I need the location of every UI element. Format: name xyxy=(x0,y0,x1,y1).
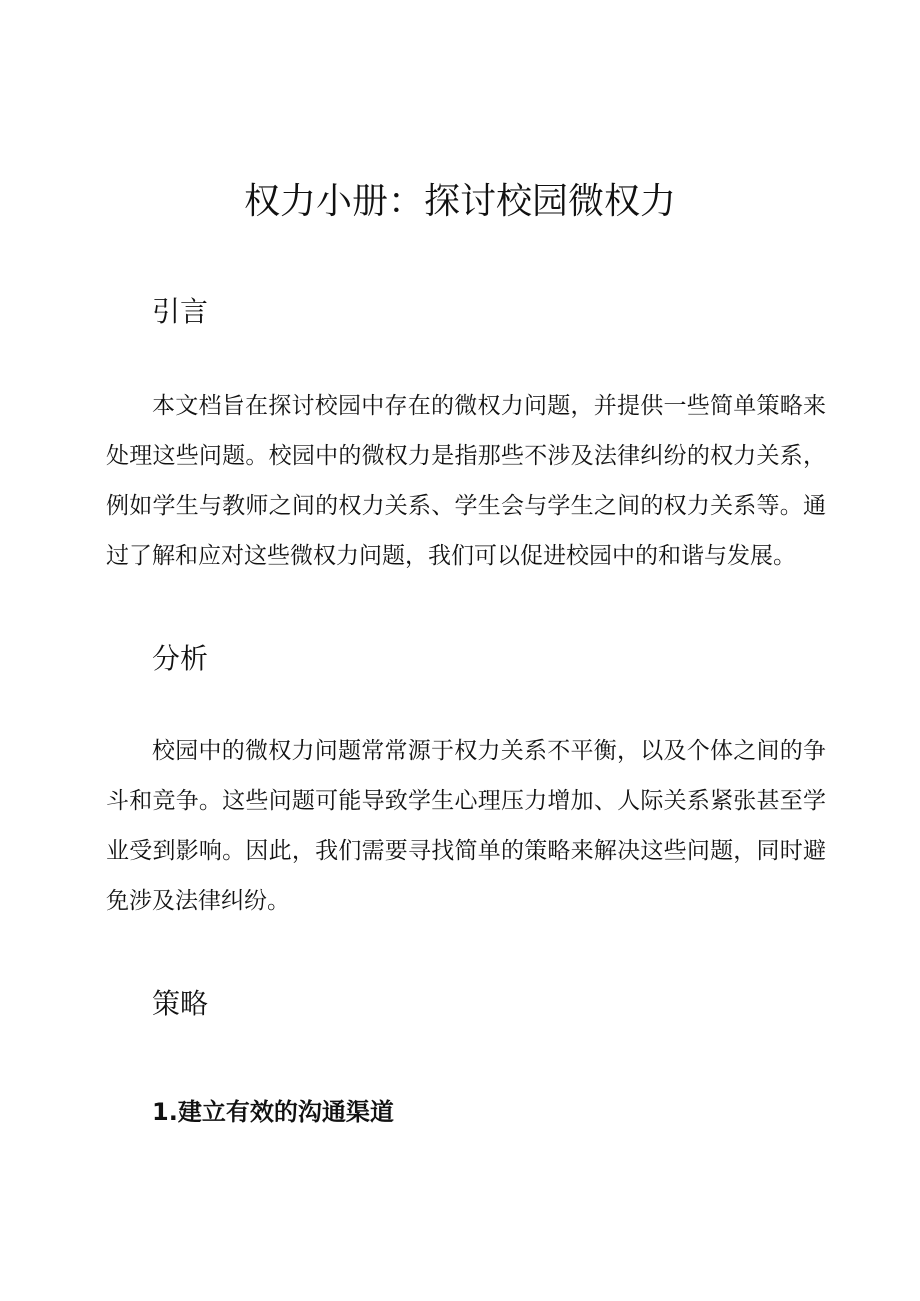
section-paragraph-analysis: 校园中的微权力问题常常源于权力关系不平衡，以及个体之间的争斗和竞争。这些问题可能导致学生心理压力增加、人际关系紧张甚至学业受到影响。因此，我们需要寻找简单的策略来解决这些问题，同时避免涉及法律纠纷。 xyxy=(106,738,826,914)
section-heading-introduction: 引言 xyxy=(152,295,209,328)
document-title: 权力小册：探讨校园微权力 xyxy=(243,181,676,222)
section-heading-analysis: 分析 xyxy=(152,642,209,675)
section-heading-strategy: 策略 xyxy=(152,987,209,1020)
strategy-subheading: 1.建立有效的沟通渠道 xyxy=(152,1098,394,1126)
section-paragraph-introduction: 本文档旨在探讨校园中存在的微权力问题，并提供一些简单策略来处理这些问题。校园中的微权力是指那些不涉及法律纠纷的权力关系，例如学生与教师之间的权力关系、学生会与学生之间的权力关系等。通过了解和应对这些微权力问题，我们可以促进校园中的和谐与发展。 xyxy=(106,393,826,569)
